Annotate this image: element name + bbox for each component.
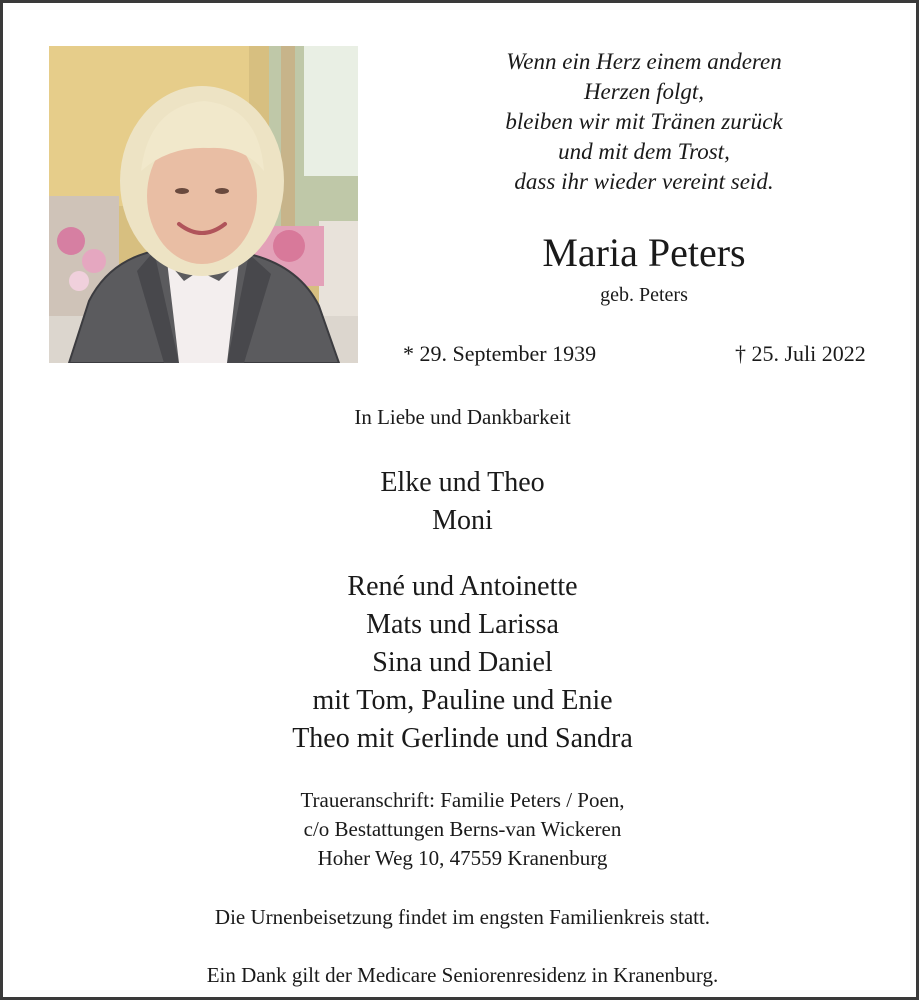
- mourner-line: Theo mit Gerlinde und Sandra: [292, 723, 633, 754]
- mourner-line: Elke und Theo: [380, 467, 545, 498]
- mourner-line: Mats und Larissa: [366, 609, 559, 640]
- thanks-notice: Ein Dank gilt der Medicare Seniorenresidenz in Kranenburg.: [206, 963, 719, 987]
- poem-line: bleiben wir mit Tränen zurück: [505, 109, 783, 134]
- mourner-line: mit Tom, Pauline und Enie: [312, 685, 613, 716]
- deceased-name: Maria Peters: [542, 230, 746, 275]
- address-line: Traueranschrift: Familie Peters / Poen,: [300, 788, 625, 812]
- mourners-group-1: [3, 464, 919, 540]
- mourning-address: [3, 786, 919, 873]
- poem-line: Herzen folgt,: [583, 79, 705, 104]
- portrait-photo: [49, 46, 358, 363]
- death-date: † 25. Juli 2022: [735, 341, 866, 366]
- poem-line: Wenn ein Herz einem anderen: [506, 49, 782, 74]
- mourners-group-2: [3, 568, 919, 758]
- poem: [443, 47, 845, 197]
- mourners-intro: In Liebe und Dankbarkeit: [354, 405, 571, 429]
- mourner-line: Sina und Daniel: [372, 647, 553, 678]
- maiden-name: geb. Peters: [600, 284, 688, 306]
- poem-line: und mit dem Trost,: [558, 139, 730, 164]
- mourner-line: René und Antoinette: [347, 571, 578, 602]
- poem-line: dass ihr wieder vereint seid.: [514, 169, 774, 194]
- address-line: c/o Bestattungen Berns-van Wickeren: [303, 817, 622, 841]
- address-line: Hoher Weg 10, 47559 Kranenburg: [317, 846, 608, 870]
- mourner-line: Moni: [432, 505, 493, 536]
- birth-date: * 29. September 1939: [403, 341, 597, 366]
- burial-notice: Die Urnenbeisetzung findet im engsten Familienkreis statt.: [214, 905, 711, 929]
